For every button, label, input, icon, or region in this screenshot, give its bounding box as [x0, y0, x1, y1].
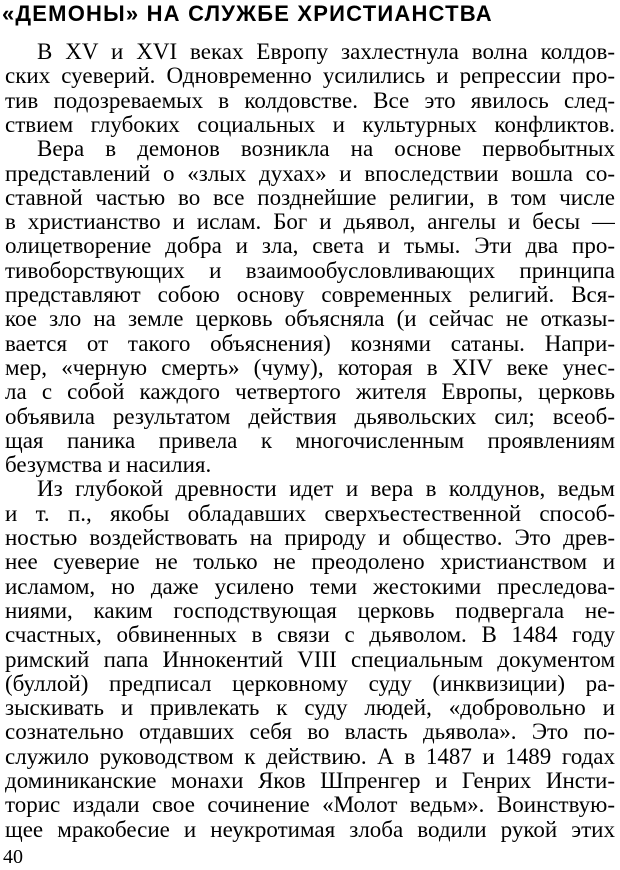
text-line: вается от такого объяснения) кознями сатаны. Напри- [5, 331, 615, 356]
text-line: ставной частью во все позднейшие религии, в том числе [5, 185, 615, 210]
text-line: мер, «черную смерть» (чуму), которая в XIV веке унес- [5, 355, 615, 380]
text-line: счастных, обвиненных в связи с дьяволом. В 1484 году [5, 623, 615, 648]
text-line: ствием глубоких социальных и культурных конфликтов. [5, 112, 615, 137]
page-number: 40 [3, 846, 23, 868]
text-line: ностью воздействовать на природу и общество. Это древ- [5, 526, 615, 551]
text-line: нее суеверие не только не преодолено христианством и [5, 550, 615, 575]
text-line: сознательно отдавших себя во власть дьявола». Это по- [5, 720, 615, 745]
text-line: ниями, каким господствующая церковь подвергала не- [5, 598, 615, 623]
text-line: исламом, но даже усилено теми жестокими преследова- [5, 574, 615, 599]
text-line: ла с собой каждого четвертого жителя Европы, церковь [5, 380, 615, 405]
text-line: В XV и XVI веках Европу захлестнула волна колдов- [37, 40, 615, 64]
text-line: олицетворение добра и зла, света и тьмы. Эти два про- [5, 234, 615, 259]
text-line: тив подозреваемых в колдовстве. Все это явилось след- [5, 88, 615, 113]
text-line: тивоборствующих и взаимообусловливающих принципа [5, 258, 615, 283]
text-line: Из глубокой древности идет и вера в колдунов, ведьм [37, 477, 615, 502]
text-line: кое зло на земле церковь объясняла (и сейчас не отказы- [5, 307, 615, 332]
text-line: и т. п., якобы обладавших сверхъестественной способ- [5, 501, 615, 526]
text-line: служило руководством к действию. А в 1487 и 1489 годах [5, 744, 615, 769]
text-line: представлений о «злых духах» и впоследствии вошла со- [5, 161, 615, 186]
text-line: в христианство и ислам. Бог и дьявол, ангелы и бесы — [5, 210, 615, 235]
text-line: римский папа Иннокентий VIII специальным документом [5, 647, 615, 672]
text-line: представляют собою основу современных религий. Вся- [5, 283, 615, 308]
text-line: ских суеверий. Одновременно усилились и репрессии про- [5, 64, 615, 89]
text-line: щая паника привела к многочисленным проявлениям [5, 428, 615, 453]
text-line: Вера в демонов возникла на основе первобытных [37, 137, 615, 162]
chapter-title: «ДЕМОНЫ» НА СЛУЖБЕ ХРИСТИАНСТВА [2, 1, 493, 26]
text-line: объявила результатом действия дьявольских сил; всеоб- [5, 404, 615, 429]
text-line: (буллой) предписал церковному суду (инквизиции) ра- [5, 671, 615, 696]
text-line: торис издали свое сочинение «Молот ведьм». Воинствую- [5, 793, 615, 818]
text-line: безумства и насилия. [5, 453, 212, 478]
text-line: доминиканские монахи Яков Шпренгер и Генрих Инсти- [5, 769, 615, 794]
text-line: щее мракобесие и неукротимая злоба водили рукой этих [5, 817, 615, 842]
text-line: зыскивать и привлекать к суду людей, «добровольно и [5, 696, 615, 721]
